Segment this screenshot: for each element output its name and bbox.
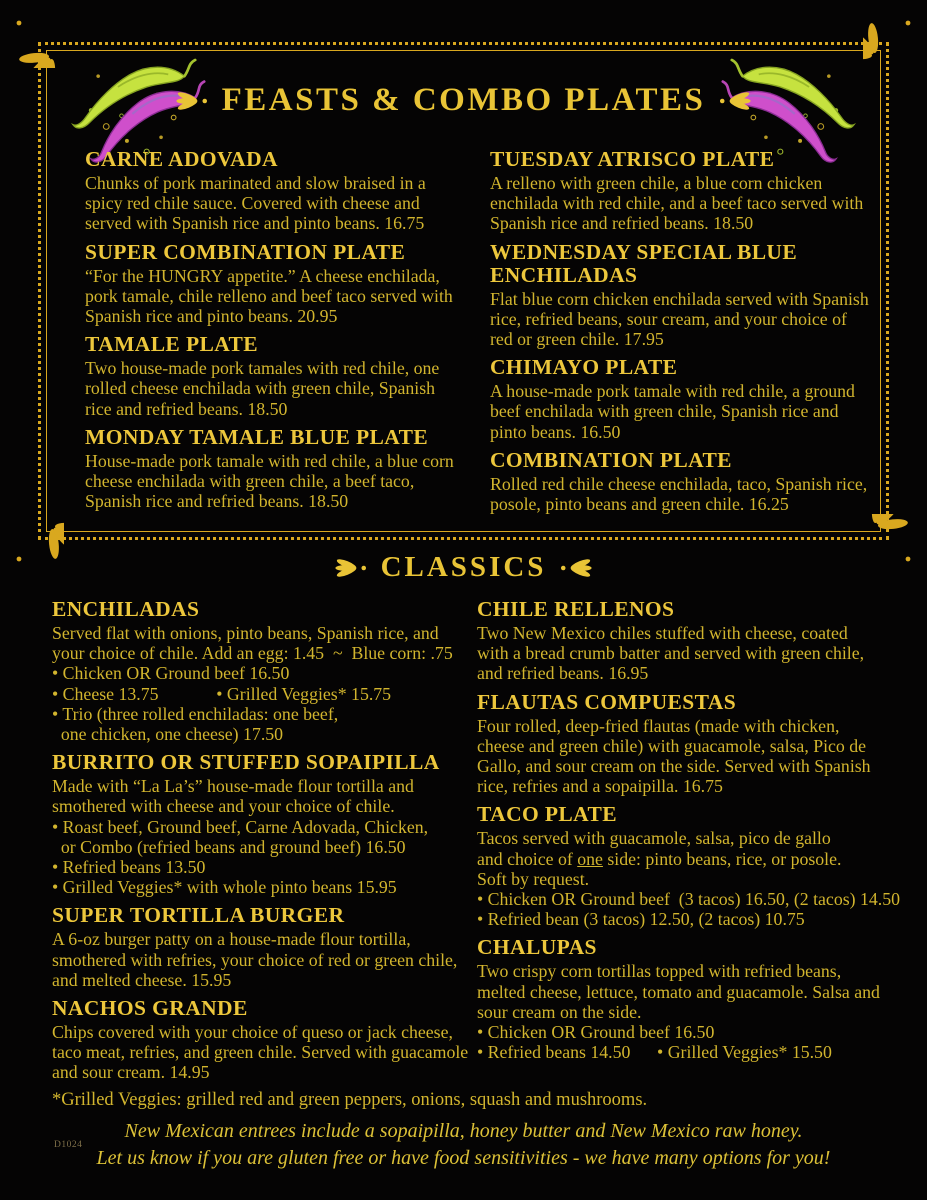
- menu-item-name: CHALUPAS: [477, 935, 597, 960]
- text: • Refried beans 13.50: [52, 857, 206, 878]
- text: A house-made pork tamale with red chile, a ground: [490, 381, 855, 402]
- text: side: pinto beans, rice, or posole.: [602, 848, 842, 869]
- text: Spanish rice and pinto beans. 20.95: [85, 306, 338, 327]
- petal-ornament-icon: [718, 91, 752, 111]
- menu-item-description-line: [52, 1062, 477, 1082]
- feasts-title-text: FEASTS & COMBO PLATES: [221, 82, 706, 118]
- menu-item-name: BURRITO OR STUFFED SOPAIPILLA: [52, 750, 440, 775]
- menu-item-description-line: [490, 213, 895, 233]
- text: spicy red chile sauce. Covered with cheese and: [85, 193, 420, 214]
- text: and refried beans. 16.95: [477, 663, 649, 684]
- menu-item-description-line: [52, 837, 477, 857]
- text: A 6-oz burger patty on a house-made flour tortilla,: [52, 929, 411, 950]
- menu-item: [85, 241, 470, 327]
- menu-item-name: SUPER TORTILLA BURGER: [52, 903, 345, 928]
- text: Soft by request.: [477, 868, 590, 889]
- menu-item: [477, 803, 926, 929]
- menu-item-description-line: [477, 1042, 926, 1062]
- menu-item-description-line: [490, 381, 895, 401]
- menu-item-description-line: [52, 950, 477, 970]
- text: smothered with refries, your choice of red or green chile,: [52, 949, 458, 970]
- menu-item-description-line: [52, 857, 477, 877]
- menu-item-description-line: [52, 796, 477, 816]
- text: • Refried bean (3 tacos) 12.50, (2 tacos) 10.75: [477, 909, 805, 930]
- text: melted cheese, lettuce, tomato and guacamole. Salsa and: [477, 981, 880, 1002]
- text: • Grilled Veggies* with whole pinto beans 15.95: [52, 877, 397, 898]
- menu-item-name: SUPER COMBINATION PLATE: [85, 239, 406, 264]
- menu-item-description-line: [85, 451, 470, 471]
- text: your choice of chile. Add an egg: 1.45 ~ Blue corn: .75: [52, 643, 453, 664]
- text: pork tamale, chile relleno and beef taco served with: [85, 285, 453, 306]
- menu-item-description-line: [52, 776, 477, 796]
- menu-item-description-line: [52, 724, 477, 744]
- menu-item: [477, 691, 926, 797]
- menu-item-name: CHIMAYO PLATE: [490, 355, 678, 380]
- menu-item-description-line: [490, 289, 895, 309]
- menu-item-description-line: [490, 193, 895, 213]
- text: Served flat with onions, pinto beans, Spanish rice, and: [52, 623, 439, 643]
- menu-item-description-line: [477, 623, 926, 643]
- menu-item-description-line: [85, 378, 470, 398]
- menu-item-name: NACHOS GRANDE: [52, 996, 248, 1021]
- menu-item-description-line: [52, 704, 477, 724]
- text: Rolled red chile cheese enchilada, taco, Spanish rice,: [490, 473, 868, 494]
- menu-item: [85, 426, 470, 512]
- menu-item-description-line: [477, 1002, 926, 1022]
- menu-item-description-line: [477, 828, 926, 848]
- text: red or green chile. 17.95: [490, 329, 664, 350]
- text: cheese and green chile) with guacamole, salsa, Pico de: [477, 735, 867, 756]
- petal-ornament-icon: [334, 558, 368, 578]
- menu-item-description-line: [477, 982, 926, 1002]
- text: taco meat, refries, and green chile. Served with guacamole: [52, 1042, 469, 1063]
- menu-item-description-line: [477, 1022, 926, 1042]
- menu-item: [477, 598, 926, 684]
- text: Made with “La La’s” house-made flour tortilla and: [52, 776, 414, 797]
- text: rice and refried beans. 18.50: [85, 398, 288, 419]
- menu-item-description-line: [52, 970, 477, 990]
- menu-item-name: WEDNESDAY SPECIAL BLUE ENCHILADAS: [490, 239, 798, 287]
- menu-item-name: FLAUTAS COMPUESTAS: [477, 689, 737, 714]
- text: with a bread crumb batter and served with green chile,: [477, 643, 865, 664]
- text: • Roast beef, Ground beef, Carne Adovada, Chicken,: [52, 816, 429, 837]
- menu-item-description-line: [52, 684, 477, 704]
- petal-ornament-icon: [559, 558, 593, 578]
- text: and sour cream. 14.95: [52, 1062, 210, 1083]
- text: rolled cheese enchilada with green chile, Spanish: [85, 378, 436, 399]
- text: beef enchilada with green chile, Spanish rice and: [490, 401, 839, 422]
- menu-item-description-line: [52, 929, 477, 949]
- text: Four rolled, deep-fried flautas (made with chicken,: [477, 715, 840, 736]
- menu-item-description-line: [477, 849, 926, 869]
- menu-item-description-line: [85, 358, 470, 378]
- petal-ornament-icon: [175, 91, 209, 111]
- footer-line-2: Let us know if you are gluten free or have food sensitivities - we have many options for you!: [96, 1146, 831, 1169]
- menu-item-description-line: [477, 716, 926, 736]
- grilled-veggies-footnote: *Grilled Veggies: grilled red and green peppers, onions, squash and mushrooms.: [52, 1090, 648, 1110]
- menu-item-name: TUESDAY ATRISCO PLATE: [490, 147, 775, 171]
- menu-item: [52, 598, 477, 744]
- text: enchilada with red chile, and a beef taco served with: [490, 193, 864, 214]
- text: served with Spanish rice and pinto beans. 16.75: [85, 213, 425, 234]
- classics-left-column: [52, 598, 477, 1090]
- menu-item: [85, 333, 470, 419]
- menu-item-description-line: [490, 329, 895, 349]
- menu-item-description-line: [477, 643, 926, 663]
- menu-item-description-line: [477, 961, 926, 981]
- menu-item: [490, 356, 895, 442]
- menu-item-description-line: [477, 869, 926, 889]
- text: • Refried beans 14.50 • Grilled Veggies* 15.50: [477, 1042, 832, 1063]
- menu-item-description-line: [477, 776, 926, 796]
- text: • Chicken OR Ground beef (3 tacos) 16.50, (2 tacos) 14.50: [477, 889, 900, 910]
- text: “For the HUNGRY appetite.” A cheese enchilada,: [85, 265, 440, 286]
- menu-item: [490, 449, 895, 514]
- feasts-section-title: [38, 82, 889, 119]
- menu-item-description-line: [490, 401, 895, 421]
- menu-item-description-line: [477, 756, 926, 776]
- menu-item: [52, 997, 477, 1083]
- text: Gallo, and sour cream on the side. Served with Spanish: [477, 756, 871, 777]
- classics-section-title: [0, 551, 927, 584]
- text: posole, pinto beans and green chile. 16.25: [490, 494, 789, 515]
- feasts-combo-section: [38, 42, 889, 540]
- menu-item-description-line: [477, 889, 926, 909]
- menu-item-name: COMBINATION PLATE: [490, 447, 732, 472]
- menu-item-description-line: [52, 877, 477, 897]
- menu-item-description-line: [85, 491, 470, 511]
- menu-item-description-line: [85, 193, 470, 213]
- menu-item: [52, 904, 477, 990]
- text: cheese enchilada with green chile, a beef taco,: [85, 471, 415, 492]
- menu-item-description-line: [52, 643, 477, 663]
- footer-line-1: New Mexican entrees include a sopaipilla, honey butter and New Mexico raw honey.: [124, 1120, 803, 1142]
- text: and choice of: [477, 848, 578, 869]
- menu-item: [52, 751, 477, 897]
- menu-item: [490, 241, 895, 350]
- menu-item-description-line: [490, 422, 895, 442]
- classics-right-column: [477, 598, 926, 1069]
- menu-item-description-line: [490, 173, 895, 193]
- menu-item: [490, 148, 895, 234]
- document-code: D1024: [54, 1140, 83, 1150]
- menu-item-description-line: [85, 266, 470, 286]
- text: pinto beans. 16.50: [490, 421, 621, 442]
- text: or Combo (refried beans and ground beef) 16.50: [52, 836, 406, 857]
- menu-item-description-line: [490, 309, 895, 329]
- menu-item-description-line: [52, 1042, 477, 1062]
- menu-item-description-line: [85, 286, 470, 306]
- menu-item-name: MONDAY TAMALE BLUE PLATE: [85, 424, 429, 449]
- text: Flat blue corn chicken enchilada served with Spanish: [490, 288, 869, 309]
- menu-item: [85, 148, 470, 234]
- menu-item-description-line: [85, 471, 470, 491]
- text: • Trio (three rolled enchiladas: one beef,: [52, 703, 339, 724]
- menu-item-description-line: [52, 623, 477, 643]
- corner-flourish-icon: [863, 16, 915, 68]
- text: Two New Mexico chiles stuffed with cheese, coated: [477, 623, 848, 643]
- corner-flourish-icon: [12, 16, 64, 68]
- menu-item-description-line: [477, 909, 926, 929]
- text: A relleno with green chile, a blue corn chicken: [490, 173, 823, 193]
- text: Two house-made pork tamales with red chile, one: [85, 358, 440, 379]
- text: and melted cheese. 15.95: [52, 969, 232, 990]
- menu-item-name: CARNE ADOVADA: [85, 147, 278, 171]
- text: Chips covered with your choice of queso or jack cheese,: [52, 1022, 453, 1043]
- text: • Chicken OR Ground beef 16.50: [52, 663, 290, 684]
- text: rice, refried beans, sour cream, and your choice of: [490, 308, 847, 329]
- text: one chicken, one cheese) 17.50: [52, 724, 284, 745]
- menu-item-description-line: [85, 213, 470, 233]
- menu-item-description-line: [490, 494, 895, 514]
- text: House-made pork tamale with red chile, a blue corn: [85, 450, 454, 471]
- footer-note: [0, 1118, 927, 1171]
- menu-item-description-line: [52, 663, 477, 683]
- menu-item-description-line: [85, 306, 470, 326]
- text: • Cheese 13.75 • Grilled Veggies* 15.75: [52, 683, 392, 704]
- menu-item-description-line: [85, 173, 470, 193]
- text: Spanish rice and refried beans. 18.50: [85, 491, 349, 512]
- menu-item-name: CHILE RELLENOS: [477, 597, 675, 621]
- feasts-left-column: [85, 148, 470, 518]
- feasts-right-column: [490, 148, 895, 521]
- menu-item-name: ENCHILADAS: [52, 597, 200, 621]
- menu-item-description-line: [52, 817, 477, 837]
- text: smothered with cheese and your choice of chile.: [52, 796, 395, 817]
- menu-item-description-line: [490, 474, 895, 494]
- menu-item: [477, 936, 926, 1062]
- text: Tacos served with guacamole, salsa, pico de gallo: [477, 828, 831, 849]
- menu-item-name: TACO PLATE: [477, 802, 617, 827]
- text: Two crispy corn tortillas topped with refried beans,: [477, 961, 842, 982]
- text: • Chicken OR Ground beef 16.50: [477, 1022, 715, 1043]
- menu-item-description-line: [477, 736, 926, 756]
- text: sour cream on the side.: [477, 1001, 642, 1022]
- text: Spanish rice and refried beans. 18.50: [490, 213, 754, 234]
- menu-item-description-line: [52, 1022, 477, 1042]
- underlined-text: one: [577, 848, 603, 869]
- text: rice, refries and a sopaipilla. 16.75: [477, 776, 723, 797]
- classics-title-text: CLASSICS: [380, 551, 547, 583]
- menu-item-name: TAMALE PLATE: [85, 332, 259, 357]
- menu-item-description-line: [477, 663, 926, 683]
- menu-item-description-line: [85, 399, 470, 419]
- text: Chunks of pork marinated and slow braised in a: [85, 173, 426, 193]
